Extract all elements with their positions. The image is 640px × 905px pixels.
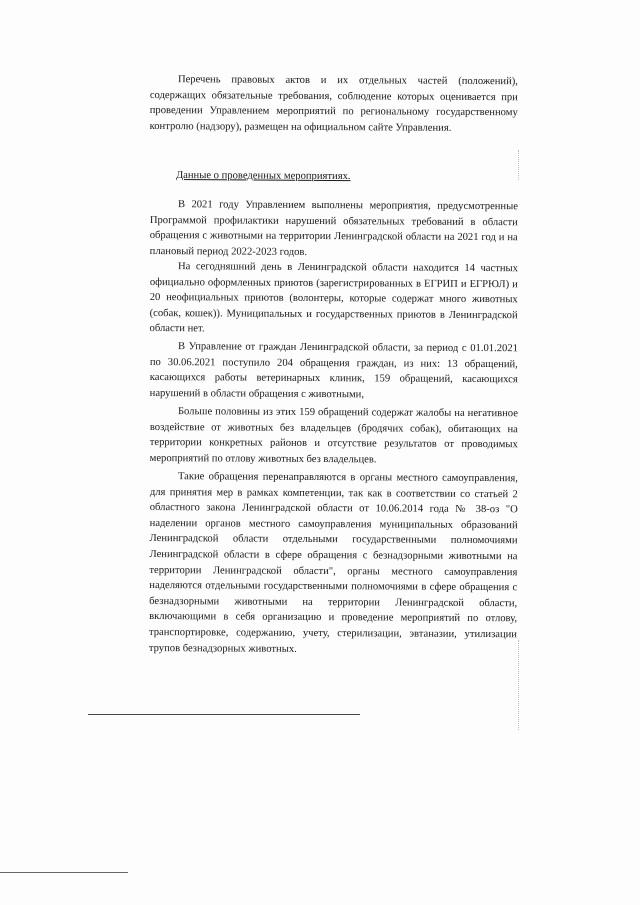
paragraph-local-authorities [149, 469, 518, 658]
paragraph-text: Больше половины из этих 159 обращений содержат жалобы на негативное воздействие от животных без владельцев (бродячих собак), обитающих на территории конкретных районов и отсутствие результатов от проводимых мероприятий по отлову животных без владельцев. [149, 406, 518, 466]
paragraph-appeals [150, 339, 518, 404]
footnote-divider [88, 714, 360, 715]
bottom-divider [0, 872, 128, 873]
paragraph-text: В 2021 году Управлением выполнены мероприятия, предусмотренные Программой профилактики нарушений обязательных требований в области обращения с животными на территории Ленинградской области на 2021 год и на плановый период 2022-2023 годов. [149, 199, 518, 258]
section-heading: Данные о проведенных мероприятиях. [175, 170, 351, 183]
paragraph-shelters [150, 259, 518, 339]
paragraph-text: На сегодняшний день в Ленинградской области находится 14 частных официально оформленных приютов (зарегистрированных в ЕГРИП и ЕГРЮЛ) и 20 неофициальных приютов (волонтеры, которые содержат много животных (собак, кошек)). Муниципальных и государственных приютов в Ленинградской области нет. [149, 261, 518, 335]
scan-artifact [518, 150, 520, 180]
paragraph-text: В Управление от граждан Ленинградской области, за период с 01.01.2021 по 30.06.2021 поступило 204 обращения граждан, из них: 13 обращений, касающихся работы ветеринарных клиник, 159 обращений, касающихся нарушений в области обращения с животными, [149, 341, 518, 401]
paragraph-text: Такие обращения перенаправляются в органы местного самоуправления, для принятия мер в рамках компетенции, так как в соответствии со статьей 2 областного закона Ленинградской области от 10.06.2014 года № 38-оз "О наделении органов местного самоуправления муниципальных образований Ленинградской области отдельными государственными полномочиями Ленинградской области в сфере обращения с безнадзорными животными на территории Ленинградской области", органы местного самоуправления наделяются отдельными государственными полномочиями в сфере обращения с безнадзорными животными на территории Ленинградской области, включающими в себя организацию и проведение мероприятий по отлову, транспортировке, содержанию, учету, стерилизации, эвтаназии, утилизации трупов безнадзорных животных. [148, 471, 518, 655]
paragraph-legal-acts [150, 72, 518, 137]
paragraph-text: Перечень правовых актов и их отдельных частей (положений), содержащих обязательные требования, соблюдение которых оценивается при проведении Управлением мероприятий по региональному государственному контролю (надзору), размещен на официальном сайте Управления. [149, 74, 518, 134]
paragraph-complaints [150, 404, 518, 469]
scan-artifact [518, 640, 520, 730]
paragraph-program [150, 197, 518, 262]
